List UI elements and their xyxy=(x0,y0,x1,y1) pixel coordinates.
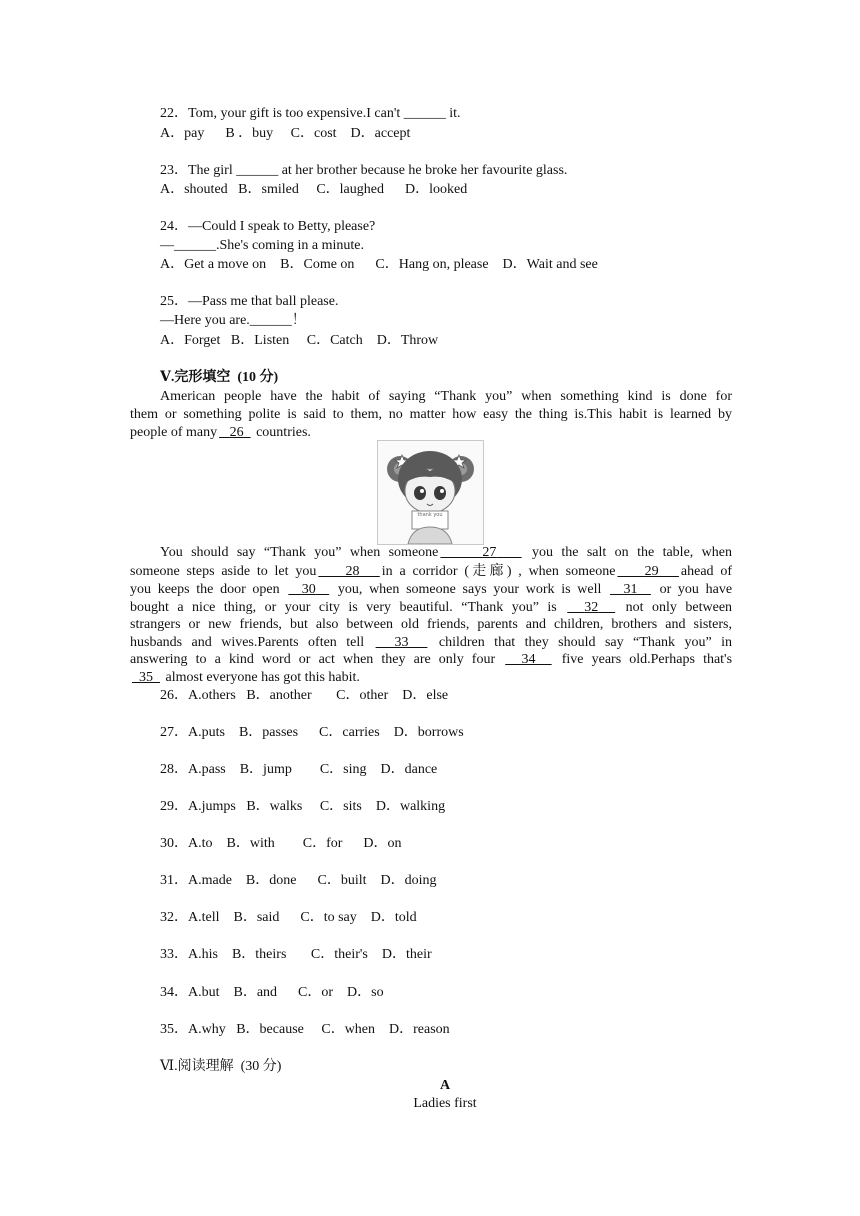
passage-p2-line4: bought a nice thing, or your city is very beautiful. “Thank you” is 32 not only between xyxy=(130,600,733,615)
blank-27: 27 xyxy=(482,545,497,560)
choice-31: 31．A.made B．done C．built D．doing xyxy=(160,873,437,888)
passage-p2-line2: someone steps aside to let you 28 in a corridor (走廊) , when someone 29 ahead of xyxy=(130,564,732,579)
passage-p1-line1: American people have the habit of saying “Thank you” when something kind is done for xyxy=(160,389,732,404)
question-24-stem: 24．—Could I speak to Betty, please? xyxy=(160,219,376,234)
blank-29: 29 xyxy=(644,564,659,579)
blank-32: 32 xyxy=(584,600,599,615)
figure-sign-text: thank you xyxy=(417,512,443,518)
choice-29: 29．A.jumps B．walks C．sits D．walking xyxy=(160,799,446,814)
choice-35: 35．A.why B．because C．when D．reason xyxy=(160,1022,450,1037)
section-6-heading: Ⅵ.阅读理解 (30 分) xyxy=(160,1059,282,1074)
choice-30: 30．A.to B．with C．for D．on xyxy=(160,836,402,851)
passage-p1-line2: them or something polite is said to them, no matter how easy the thing is.This habit is learned by xyxy=(130,407,732,422)
question-24-options: A．Get a move on B．Come on C．Hang on, please D．Wait and see xyxy=(160,257,598,272)
blank-26: 26 xyxy=(229,425,244,440)
passage-p2-line1: You should say “Thank you” when someone 27 you the salt on the table, when xyxy=(160,545,733,560)
passage-p1-line3: people of many 26 countries. xyxy=(130,425,311,440)
question-25-options: A．Forget B．Listen C．Catch D．Throw xyxy=(160,333,439,348)
passage-p2-line6: husbands and wives.Parents often tell 33 children that they should say “Thank you” in xyxy=(130,635,733,650)
reading-title: Ladies first xyxy=(413,1096,477,1111)
reading-part-label: A xyxy=(439,1078,451,1093)
question-22-stem: 22．Tom, your gift is too expensive.I can't ______ it. xyxy=(160,106,461,121)
choice-27: 27．A.puts B．passes C．carries D．borrows xyxy=(160,725,464,740)
question-22-options: A．pay B ．buy C．cost D．accept xyxy=(160,126,411,141)
blank-28: 28 xyxy=(345,564,360,579)
passage-p2-line3: you keeps the door open 30 you, when someone says your work is well 31 or you have xyxy=(130,582,733,597)
passage-p2-line5: strangers or new friends, but also between old friends, parents and children, brothers and sisters, xyxy=(130,617,732,632)
blank-30: 30 xyxy=(301,582,316,597)
question-25-stem: 25．—Pass me that ball please. xyxy=(160,294,339,309)
blank-31: 31 xyxy=(623,582,638,597)
blank-35: 35 xyxy=(139,670,153,685)
thank-you-girl-illustration xyxy=(377,440,484,545)
question-24-reply: —______.She's coming in a minute. xyxy=(160,238,364,253)
passage-p2-line7: answering to a kind word or act when they are only four 34 five years old.Perhaps that's xyxy=(130,652,733,667)
choice-34: 34．A.but B．and C．or D．so xyxy=(160,985,384,1000)
passage-p2-line8: 35 almost everyone has got this habit. xyxy=(130,669,732,687)
question-23-stem: 23．The girl ______ at her brother because he broke her favourite glass. xyxy=(160,163,568,178)
choice-32: 32．A.tell B．said C．to say D．told xyxy=(160,910,417,925)
question-25-reply: —Here you are.______！ xyxy=(160,313,306,328)
section-5-heading: Ⅴ.完形填空 (10 分) xyxy=(160,370,279,385)
choice-33: 33．A.his B．theirs C．their's D．their xyxy=(160,947,432,962)
choice-28: 28．A.pass B．jump C．sing D．dance xyxy=(160,762,438,777)
blank-34: 34 xyxy=(521,652,536,667)
blank-33: 33 xyxy=(394,635,409,650)
question-23-options: A．shouted B．smiled C．laughed D．looked xyxy=(160,182,468,197)
choice-26: 26．A.others B．another C．other D．else xyxy=(160,688,449,703)
